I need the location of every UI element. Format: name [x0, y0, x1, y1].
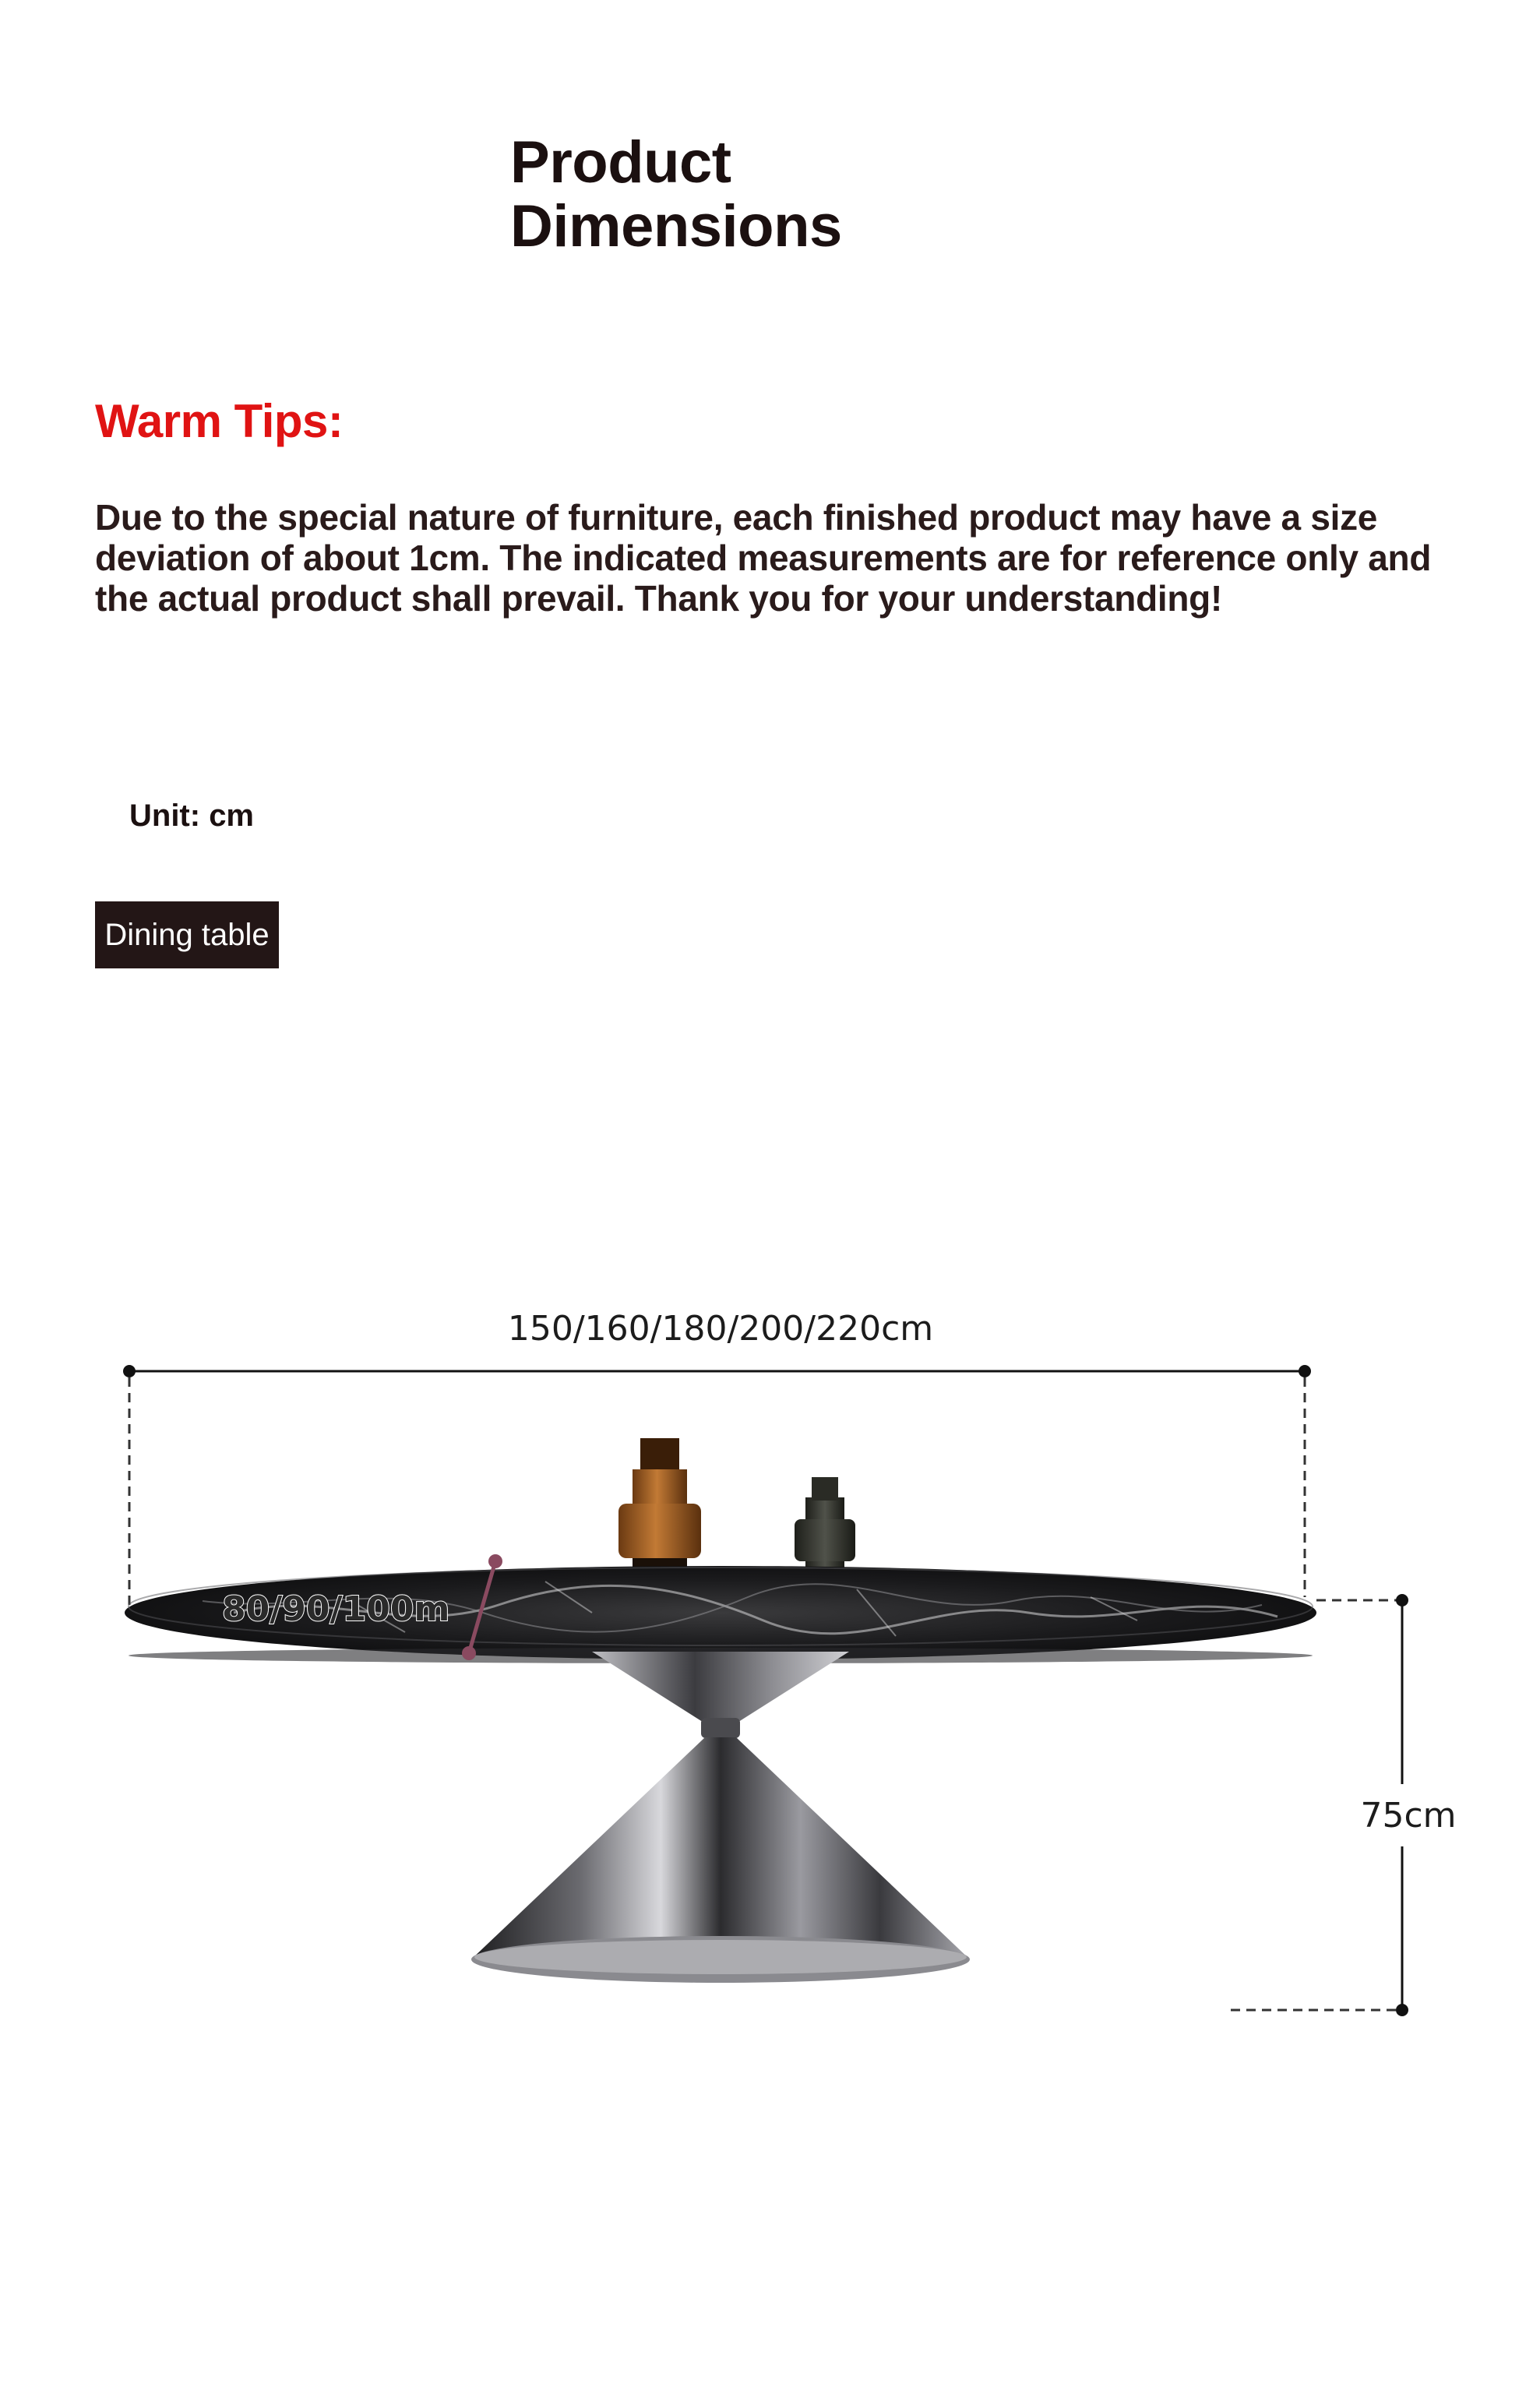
unit-label: Unit: cm — [129, 799, 254, 833]
page-title-line-2: Dimensions — [510, 193, 842, 259]
chrome-cone-base — [471, 1652, 970, 1983]
warm-tips-text: Due to the special nature of furniture, each finished product may have a size deviation of about 1cm. The indicated measurements are for reference only and the actual product shall prevail. Thank you for your understanding! — [95, 497, 1432, 619]
height-label: 75cm — [1360, 1796, 1457, 1836]
page-title — [510, 131, 842, 259]
product-tag: Dining table — [95, 901, 279, 968]
length-label: 150/160/180/200/220cm — [507, 1309, 934, 1349]
warm-tips-heading: Warm Tips: — [95, 395, 344, 447]
page-title-line-1: Product — [510, 129, 731, 196]
dining-table-dimension-diagram — [0, 1247, 1540, 2065]
width-label: 80/90/100m — [222, 1589, 450, 1629]
